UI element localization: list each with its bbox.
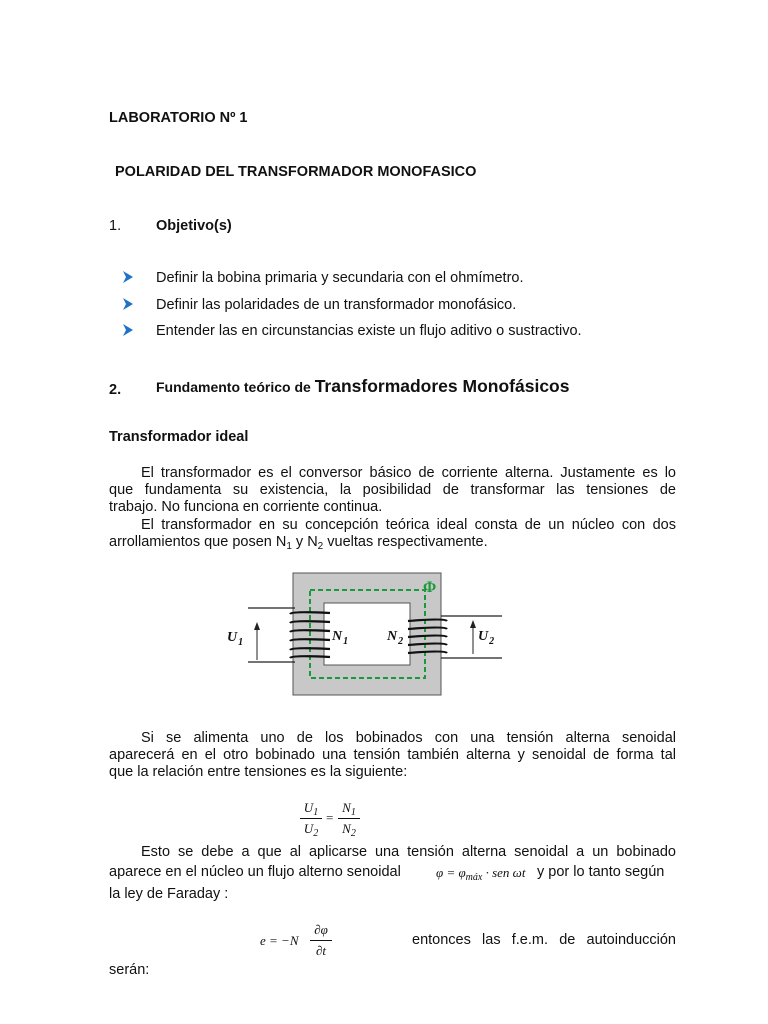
paragraph-end: serán: <box>109 962 150 978</box>
faraday-text: entonces las f.e.m. de autoinducción <box>412 932 676 948</box>
section-1-number: 1. <box>109 218 122 234</box>
flux-equation: $\varphi = \varphi_{máx}$ · sen ωt <box>436 865 526 883</box>
n1-label: $N_1$ <box>332 629 349 647</box>
flux-label: Φ <box>423 579 437 596</box>
faraday-equation: e = −N ∂φ ∂t <box>260 922 340 962</box>
transformer-diagram <box>227 568 510 700</box>
objective-item: Definir la bobina primaria y secundaria con el ohmímetro. <box>156 270 524 286</box>
objective-item: Definir las polaridades de un transformador monofásico. <box>156 297 517 313</box>
objective-item: Entender las en circunstancias existe un flujo aditivo o sustractivo. <box>156 323 582 339</box>
paragraph-ideal: El transformador en su concepción teórica ideal consta de un núcleo con dos arrollamientos que posen $N_1$ y $N_2$ vueltas respectivamente. <box>109 517 676 552</box>
arrow-up-icon <box>254 622 260 630</box>
paragraph-faraday: Esto se debe a que al aplicarse una tensión alterna senoidal a un bobinado aparece en el núcleo un flujo alterno senoidal $\varphi = \varphi_{máx}$ · sen ωt y por lo tanto según la ley de Faraday : <box>109 844 676 902</box>
arrow-bullet-icon <box>121 270 135 284</box>
page-title: LABORATORIO Nº 1 <box>109 110 248 126</box>
arrow-bullet-icon <box>121 323 135 337</box>
u2-label: $U_2$ <box>478 629 495 647</box>
subheading: Transformador ideal <box>109 429 249 445</box>
section-2-number: 2. <box>109 382 122 398</box>
section-1-title: Objetivo(s) <box>156 218 232 234</box>
section-2-title: Fundamento teórico de Transformadores Monofásicos <box>156 376 570 396</box>
page-subtitle: POLARIDAD DEL TRANSFORMADOR MONOFASICO <box>115 164 477 180</box>
n2-label: $N_2$ <box>387 629 404 647</box>
u1-label: $U_1$ <box>227 630 244 648</box>
paragraph-intro: El transformador es el conversor básico de corriente alterna. Justamente es lo que fundamenta su existencia, la posibilidad de transformar las tensiones de trabajo. No funciona en corriente continua. <box>109 465 676 515</box>
paragraph-relation: Si se alimenta uno de los bobinados con una tensión alterna senoidal aparecerá en el otro bobinado una tensión también alterna y senoidal de forma tal que la relación entre tensiones es la siguiente: <box>109 730 676 780</box>
arrow-up-icon <box>470 620 476 628</box>
arrow-bullet-icon <box>121 297 135 311</box>
